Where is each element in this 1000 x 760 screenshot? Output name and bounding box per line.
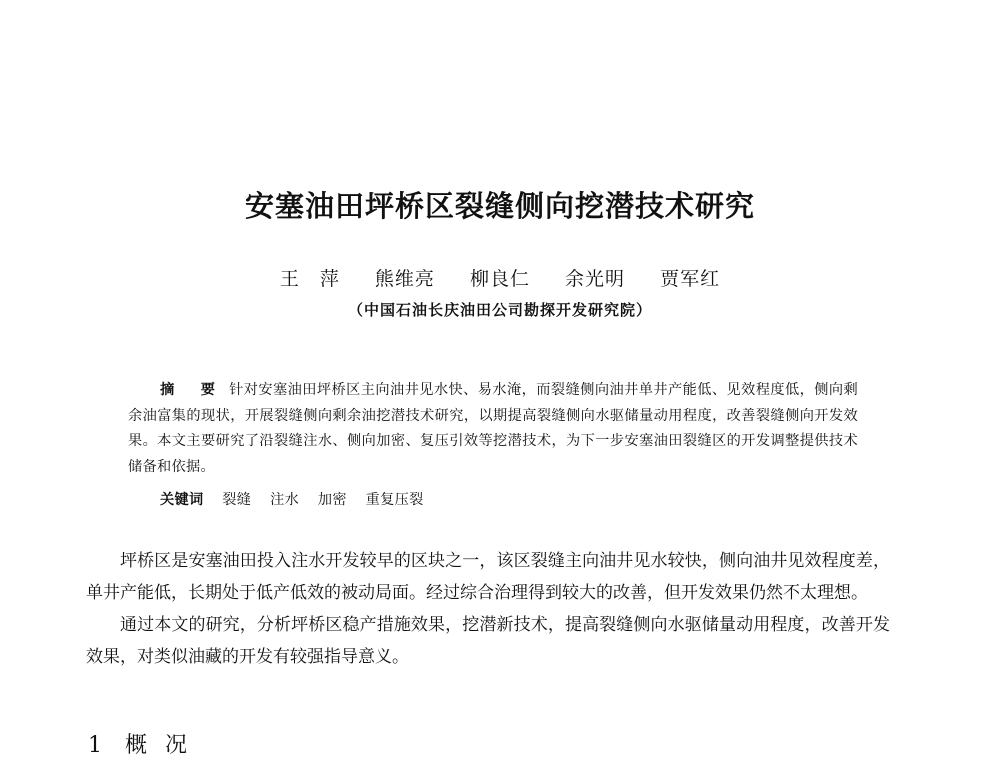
keyword: 裂缝 (222, 492, 252, 508)
keywords-label: 关键词 (160, 492, 204, 508)
body-text (86, 545, 890, 673)
section-title: 概况 (125, 733, 206, 758)
abstract-label: 摘 要 (160, 382, 222, 398)
author-name: 余光明 (565, 268, 626, 290)
body-paragraph: 通过本文的研究，分析坪桥区稳产措施效果，挖潜新技术，提高裂缝侧向水驱储量动用程度，改善开发效果，对类似油藏的开发有较强指导意义。 (86, 615, 890, 667)
abstract-block (128, 378, 858, 480)
section-number: 1 (88, 733, 103, 758)
author-list (0, 264, 1000, 291)
keyword: 重复压裂 (365, 492, 424, 508)
author-name: 王 萍 (279, 268, 340, 290)
author-affiliation: （中国石油长庆油田公司勘探开发研究院） (347, 301, 652, 319)
author-name: 熊维亮 (374, 268, 435, 290)
keyword: 注水 (270, 492, 300, 508)
paper-title: 安塞油田坪桥区裂缝侧向挖潜技术研究 (244, 189, 755, 223)
section-heading (88, 728, 205, 759)
author-name: 柳良仁 (469, 268, 530, 290)
keywords-block (160, 489, 438, 509)
body-paragraph: 坪桥区是安塞油田投入注水开发较早的区块之一，该区裂缝主向油井见水较快，侧向油井见效程度差，单井产能低，长期处于低产低效的被动局面。经过综合治理得到较大的改善，但开发效果仍然不太理想。 (86, 551, 890, 603)
author-name: 贾军红 (660, 268, 721, 290)
abstract-text: 针对安塞油田坪桥区主向油井见水快、易水淹，而裂缝侧向油井单井产能低、见效程度低，侧向剩余油富集的现状，开展裂缝侧向剩余油挖潜技术研究，以期提高裂缝侧向水驱储量动用程度，改善裂缝侧向开发效果。本文主要研究了沿裂缝注水、侧向加密、复压引效等挖潜技术，为下一步安塞油田裂缝区的开发调整提供技术储备和依据。 (128, 382, 858, 475)
keyword: 加密 (317, 492, 347, 508)
